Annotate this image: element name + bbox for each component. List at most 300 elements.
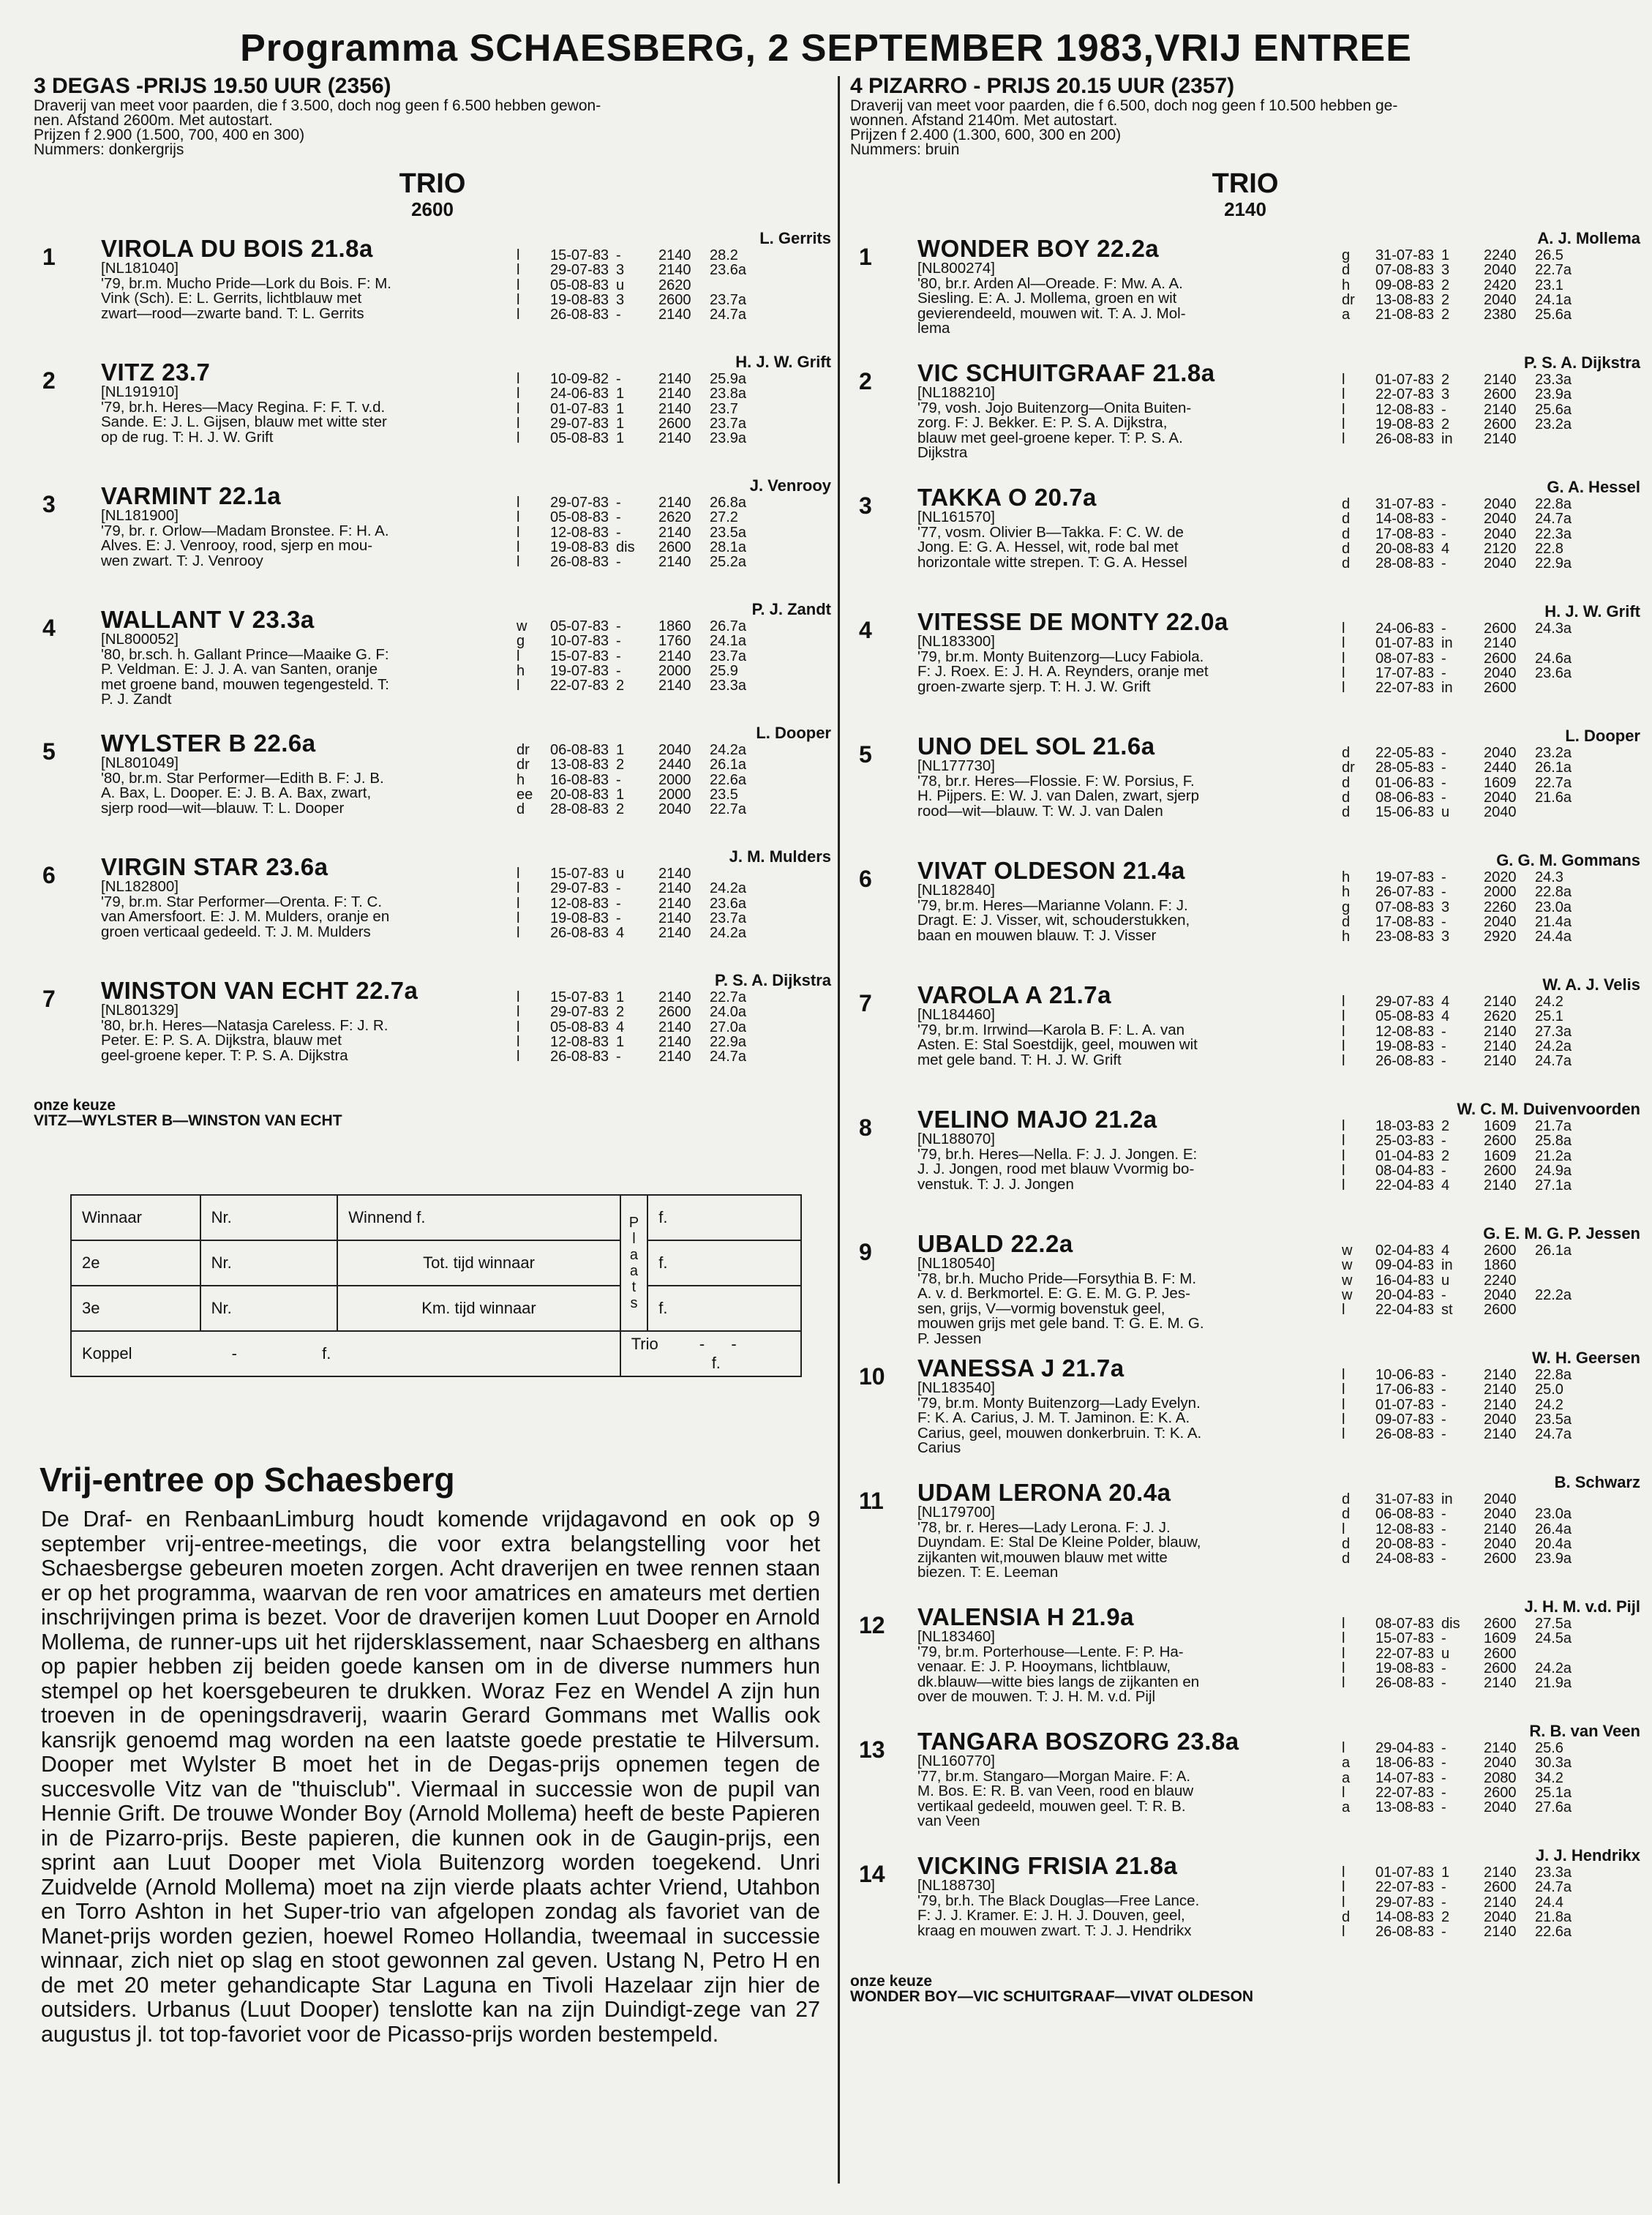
result-cell: 2040 <box>1484 1286 1517 1303</box>
horse-info-line: Duyndam. E: Stal De Kleine Polder, blauw, <box>917 1534 1201 1551</box>
race-distance: 2600 <box>411 198 454 220</box>
horse-info-line: biezen. T: E. Leeman <box>917 1564 1059 1581</box>
result-row <box>1342 1910 1640 1924</box>
result-cell: 22-07-83 <box>1375 1784 1435 1801</box>
horse-name: WONDER BOY 22.2a <box>917 235 1160 262</box>
result-cell: 10-07-83 <box>550 633 609 650</box>
horse-name: VARMINT 22.1a <box>101 482 282 509</box>
result-row <box>517 372 831 386</box>
result-cell: 06-08-83 <box>1375 1506 1435 1523</box>
horse-info <box>917 386 1364 461</box>
result-cell: 2620 <box>658 277 691 293</box>
race-description-line: nen. Afstand 2600m. Met autostart. <box>34 112 273 129</box>
horse-info-line: '79, br.m. Monty Buitenzorg—Lady Evelyn. <box>917 1394 1201 1412</box>
horse-info-line: met gele band. T: H. J. W. Grift <box>917 1051 1122 1068</box>
form-nr-3: Nr. <box>200 1286 338 1331</box>
result-cell: 01-07-83 <box>1375 372 1435 388</box>
result-cell: 19-08-83 <box>1375 416 1435 432</box>
result-cell: 2040 <box>1484 511 1517 528</box>
result-cell: l <box>517 678 520 694</box>
result-cell: h <box>1342 884 1351 901</box>
result-row <box>517 678 831 693</box>
horse-driver: L. Gerrits <box>759 229 831 247</box>
result-cell: l <box>1342 650 1345 667</box>
result-cell: d <box>1342 1506 1351 1523</box>
result-cell: 23.3a <box>1535 1864 1572 1881</box>
result-cell: 2420 <box>1484 277 1517 293</box>
result-cell: 05-08-83 <box>550 1019 609 1035</box>
horse-driver: J. Venrooy <box>749 476 831 495</box>
result-row <box>1342 1368 1640 1382</box>
result-cell: 24.7a <box>710 1049 747 1065</box>
horse-driver: G. A. Hessel <box>1547 478 1640 496</box>
result-cell: l <box>1342 1302 1345 1319</box>
result-cell: - <box>1441 1660 1446 1676</box>
result-cell: w <box>1342 1257 1353 1274</box>
result-cell: 05-08-83 <box>550 430 609 447</box>
result-cell: 26-08-83 <box>1375 1675 1435 1692</box>
result-row <box>1342 1054 1640 1068</box>
our-choice <box>34 1098 831 1128</box>
result-row <box>1342 1243 1640 1258</box>
result-cell: 23.9a <box>1535 1551 1572 1567</box>
horse-info-line: '80, br.sch. h. Gallant Prince—Maaike G. F: <box>101 645 389 663</box>
result-row <box>517 990 831 1005</box>
horse-info <box>917 1256 1364 1346</box>
article-body: De Draf- en RenbaanLimburg houdt komende vrijdagavond en ook op 9 september vrij-entree-meetings, die voor extra belangstelling voor het Schaesbergse gebeuren moeten zorgen. Acht draverijen en twee rennen staan er op het programma, waarvan de ren voor amatrices en amateurs met dertien inschrijvingen prima is bezet. Voor de draverijen komen Luut Dooper en Arnold Mollema, de runner-ups uit het rijdersklassement, naar Schaesberg en althans op papier hebben zij beiden goede kansen om in de diverse nummers hun stempel op het koersgebeuren te drukken. Woraz Fez en Wendel A zijn hun troeven in de openingsdraverij, waarin Gerard Gommans met Wallis ook kansrijk genoemd mag worden na een laatste goede prestatie te Hilversum. Dooper met Wylster B moet het in de Degas-prijs opnemen tegen de succesvolle Vitz van de "thuisclub". Viermaal in successie won de pupil van Hennie Grift. De trouwe Wonder Boy (Arnold Mollema) heeft de beste Papieren in de Pizarro-prijs. Beste papieren, die kunnen ook in de Gaugin-prijs, een sprint aan Luut Dooper met Viola Buitenzorg worden toegekend. Unri Zuidvelde (Arnold Mollema) moet na zijn vierde plaats achter Vriend, Utahbon en Torro Ashton in het Super-trio van afgelopen zondag als favoriet van de Manet-prijs worden gezien, hoewel Romeo Hollandia, tweemaal in successie winnaar, zich niet op slag en stoot gewonnen zal geven. Ustang N, Petro H en de met 20 meter gehandicapte Star Laguna en Tivoli Hazelaar zijn hier de outsiders. Urbanus (Luut Dooper) tenslotte kan na zijn Duindigt-zege van 27 augustus jl. tot top-favoriet voor de Picasso-prijs worden bestempeld. <box>41 1507 820 2047</box>
result-cell: a <box>1342 1799 1351 1816</box>
result-cell: 2040 <box>1484 555 1517 572</box>
result-cell: l <box>1342 1382 1345 1398</box>
horse-entry <box>850 228 1640 352</box>
result-cell: 22-07-83 <box>1375 1879 1435 1896</box>
result-cell: l <box>1342 1879 1345 1896</box>
result-cell: - <box>1441 884 1446 901</box>
horse-entry <box>850 1098 1640 1223</box>
result-cell: 2140 <box>658 648 691 664</box>
result-cell: 2040 <box>1484 1755 1517 1772</box>
result-cell: 25.2a <box>710 554 747 571</box>
result-row <box>1342 1676 1640 1690</box>
result-cell: 27.3a <box>1535 1023 1572 1040</box>
result-cell: 2140 <box>1484 401 1517 418</box>
result-cell: 2040 <box>1484 291 1517 308</box>
result-cell: 1 <box>616 415 625 432</box>
horse-info-line: J. J. Jongen, rood met blauw Vvormig bo- <box>917 1161 1195 1177</box>
result-cell: 2240 <box>1484 1272 1517 1289</box>
result-cell: l <box>517 430 520 447</box>
form-3e-label: 3e <box>71 1286 200 1331</box>
result-row <box>517 881 831 896</box>
result-cell: - <box>1441 664 1446 681</box>
horse-info-line: [NL800052] <box>101 631 179 648</box>
form-winnend-label: Winnend f. <box>337 1195 620 1240</box>
result-cell: 1 <box>616 430 625 447</box>
result-cell: - <box>1441 1784 1446 1801</box>
result-row <box>1342 1119 1640 1133</box>
result-cell: 25.9 <box>710 662 738 679</box>
result-cell: 23.7a <box>710 910 747 926</box>
horse-driver: W. C. M. Duivenvoorden <box>1457 1100 1640 1118</box>
result-cell: 4 <box>1441 1008 1450 1025</box>
result-cell: 1 <box>616 400 625 417</box>
result-cell: 1 <box>616 386 625 402</box>
form-2e-label: 2e <box>71 1240 200 1286</box>
result-cell: l <box>517 307 520 323</box>
result-row <box>517 416 831 431</box>
result-cell: u <box>1441 804 1450 821</box>
horse-info-line: met groene band, mouwen tegengesteld. T: <box>101 675 389 693</box>
horse-number: 9 <box>859 1239 872 1265</box>
result-row <box>1342 293 1640 307</box>
horse-name: VIRGIN STAR 23.6a <box>101 853 328 880</box>
result-cell: 20-08-83 <box>1375 1535 1435 1552</box>
result-cell: l <box>1342 1147 1345 1164</box>
result-cell: l <box>1342 431 1345 448</box>
result-row <box>517 525 831 540</box>
result-row <box>1342 556 1640 571</box>
result-cell: - <box>1441 1426 1446 1443</box>
result-cell: 21.6a <box>1535 789 1572 806</box>
result-row <box>1342 776 1640 790</box>
horse-info-line: zijkanten wit,mouwen blauw met witte <box>917 1548 1168 1566</box>
result-cell: 01-07-83 <box>1375 1864 1435 1881</box>
result-cell: 12-08-83 <box>550 895 609 912</box>
result-cell: g <box>517 633 525 650</box>
result-cell: 17-07-83 <box>1375 664 1435 681</box>
result-cell: 4 <box>616 1019 625 1035</box>
result-cell: - <box>1441 621 1446 637</box>
our-choice <box>850 1974 1640 2004</box>
result-cell: - <box>1441 1630 1446 1647</box>
result-cell: 29-07-83 <box>550 1004 609 1021</box>
result-cell: 22-05-83 <box>1375 745 1435 761</box>
result-cell: 2 <box>1441 307 1450 323</box>
result-cell: 22-07-83 <box>550 678 609 694</box>
horse-name: VAROLA A 21.7a <box>917 981 1111 1008</box>
horse-info <box>917 1132 1364 1192</box>
result-cell: l <box>517 415 520 432</box>
result-row <box>517 911 831 926</box>
horse-driver: W. H. Geersen <box>1532 1349 1640 1367</box>
result-cell: 2140 <box>1484 994 1517 1010</box>
result-cell: l <box>517 554 520 571</box>
result-cell: u <box>1441 1645 1450 1662</box>
result-cell: l <box>517 895 520 912</box>
result-cell: a <box>1342 1755 1351 1772</box>
horse-info-line: [NL161570] <box>917 509 996 525</box>
result-cell: - <box>616 554 621 571</box>
result-row <box>1342 1537 1640 1551</box>
result-row <box>1342 636 1640 651</box>
result-cell: 2600 <box>658 1004 691 1021</box>
recent-results <box>517 990 831 1064</box>
result-cell: 2600 <box>1484 1616 1517 1632</box>
horse-info-line: baan en mouwen blauw. T: J. Visser <box>917 926 1157 944</box>
result-cell: d <box>1342 525 1351 542</box>
result-cell <box>1535 1492 1579 1507</box>
result-cell: d <box>1342 789 1351 806</box>
recent-results <box>1342 746 1640 820</box>
horse-info-line: blauw met geel-groene keper. T: P. S. A. <box>917 429 1183 446</box>
result-cell: l <box>517 880 520 897</box>
result-cell: 21.9a <box>1535 1675 1572 1692</box>
horse-driver: G. E. M. G. P. Jessen <box>1483 1224 1640 1243</box>
result-cell: l <box>517 989 520 1005</box>
result-cell: 23.5 <box>710 786 738 803</box>
horse-info-line: [NL183300] <box>917 633 996 650</box>
result-cell: 2140 <box>658 866 691 882</box>
result-cell: 2140 <box>658 262 691 279</box>
horse-info-line: '77, br.m. Stangaro—Morgan Maire. F: A. <box>917 1767 1191 1785</box>
horse-name: VIC SCHUITGRAAF 21.8a <box>917 359 1215 386</box>
result-cell: 28.2 <box>710 247 738 263</box>
result-cell: - <box>1441 1367 1446 1383</box>
result-cell: 2600 <box>658 539 691 555</box>
result-cell: 23.8a <box>710 386 747 402</box>
horse-name: UNO DEL SOL 21.6a <box>917 732 1155 760</box>
result-cell: - <box>616 1049 621 1065</box>
result-cell: l <box>517 539 520 555</box>
result-cell: 23.5a <box>1535 1411 1572 1428</box>
result-cell: 23.3a <box>1535 372 1572 388</box>
result-cell: 2140 <box>1484 1894 1517 1911</box>
result-cell: 2000 <box>658 786 691 803</box>
result-cell: l <box>1342 1038 1345 1054</box>
result-row <box>1342 1009 1640 1024</box>
result-cell: 23.3a <box>710 678 747 694</box>
horse-driver: R. B. van Veen <box>1529 1722 1640 1740</box>
result-cell: l <box>1342 1894 1345 1911</box>
result-cell: 15-07-83 <box>550 989 609 1005</box>
result-row <box>1342 1149 1640 1163</box>
result-cell: 29-04-83 <box>1375 1740 1435 1756</box>
result-cell: 24.3a <box>1535 621 1572 637</box>
horse-info-line: Siesling. E: A. J. Mollema, groen en wit <box>917 290 1177 307</box>
result-cell: - <box>1441 745 1446 761</box>
recent-results <box>1342 497 1640 571</box>
result-cell: 27.6a <box>1535 1799 1572 1816</box>
result-cell: l <box>517 1019 520 1035</box>
result-cell: 24.2a <box>710 742 747 758</box>
result-cell: 29-07-83 <box>550 880 609 897</box>
result-cell: 26-08-83 <box>550 925 609 942</box>
result-cell: 25.6a <box>1535 401 1572 418</box>
result-cell: l <box>1342 1396 1345 1413</box>
result-cell: l <box>517 495 520 511</box>
result-cell: 15-07-83 <box>550 247 609 263</box>
result-cell: 27.0a <box>710 1019 747 1035</box>
result-row <box>1342 417 1640 432</box>
result-cell: d <box>1342 540 1351 557</box>
horse-info-line: '78, br.r. Heres—Flossie. F: W. Porsius, F. <box>917 772 1195 790</box>
result-cell: 24.7a <box>1535 1053 1572 1070</box>
result-cell: 2140 <box>658 1019 691 1035</box>
result-row <box>517 649 831 664</box>
horse-driver: P. J. Zandt <box>751 600 831 618</box>
result-cell: h <box>1342 277 1351 293</box>
horse-info-line: Sande. E: J. L. Gijsen, blauw met witte ster <box>101 413 387 430</box>
result-cell: 19-08-83 <box>550 910 609 926</box>
result-cell: 2140 <box>658 925 691 942</box>
result-cell: 22.7a <box>710 989 747 1005</box>
result-cell: 1 <box>616 1033 625 1050</box>
horse-driver: P. S. A. Dijkstra <box>715 971 831 989</box>
result-cell: 29-07-83 <box>550 415 609 432</box>
result-cell: 2040 <box>1484 496 1517 512</box>
horse-number: 1 <box>859 244 872 270</box>
result-cell: l <box>1342 372 1345 388</box>
recent-results <box>1342 1865 1640 1939</box>
result-cell: 20-08-83 <box>550 786 609 803</box>
race-description <box>34 99 831 157</box>
result-cell: 20-08-83 <box>1375 540 1435 557</box>
result-cell: 17-08-83 <box>1375 525 1435 542</box>
result-cell: 26-08-83 <box>1375 1426 1435 1443</box>
result-cell: l <box>1342 416 1345 432</box>
result-cell: 07-08-83 <box>1375 899 1435 915</box>
result-row <box>1342 900 1640 915</box>
result-cell: 05-08-83 <box>1375 1008 1435 1025</box>
result-cell: - <box>616 247 621 263</box>
result-cell: 4 <box>1441 1243 1450 1259</box>
result-cell: l <box>517 524 520 541</box>
result-cell: 29-07-83 <box>1375 1894 1435 1911</box>
result-cell: 23.7a <box>710 648 747 664</box>
our-choice-value: VITZ—WYLSTER B—WINSTON VAN ECHT <box>34 1112 342 1129</box>
horse-name: VIROLA DU BOIS 21.8a <box>101 235 373 262</box>
recent-results <box>517 743 831 817</box>
result-cell: 2600 <box>1484 1551 1517 1567</box>
result-cell: 22-04-83 <box>1375 1177 1435 1194</box>
result-cell: 2140 <box>658 400 691 417</box>
horse-info-line: wen zwart. T: J. Venrooy <box>101 552 263 569</box>
race-description-line: Nummers: donkergrijs <box>34 141 184 158</box>
result-row <box>1342 790 1640 805</box>
horse-info-line: over de mouwen. T: J. H. M. v.d. Pijl <box>917 1688 1156 1705</box>
result-cell: d <box>1342 745 1351 761</box>
recent-results <box>1342 621 1640 695</box>
result-cell: 12-08-83 <box>1375 1521 1435 1537</box>
result-cell: 19-07-83 <box>1375 869 1435 885</box>
result-cell: d <box>1342 1908 1351 1925</box>
result-cell: 22.2a <box>1535 1286 1572 1303</box>
result-row <box>517 866 831 881</box>
result-cell: 2040 <box>1484 804 1517 821</box>
result-cell: 20.4a <box>1535 1535 1572 1552</box>
result-row <box>1342 1039 1640 1054</box>
page-title: Programma SCHAESBERG, 2 SEPTEMBER 1983,VRIJ ENTREE <box>240 27 1412 70</box>
horse-info <box>917 510 1364 570</box>
result-row <box>1342 432 1640 446</box>
result-cell: 2140 <box>1484 1675 1517 1692</box>
result-cell: - <box>1441 1675 1446 1692</box>
result-cell: d <box>1342 555 1351 572</box>
horse-info <box>101 1003 540 1063</box>
horse-number: 2 <box>42 367 56 394</box>
horse-info-line: Carius <box>917 1439 961 1456</box>
result-cell: 1 <box>616 742 625 758</box>
result-cell: l <box>517 1004 520 1021</box>
recent-results <box>1342 1243 1640 1317</box>
result-cell: - <box>1441 401 1446 418</box>
form-km-tijd-label: Km. tijd winnaar <box>337 1286 620 1331</box>
result-cell: 2600 <box>1484 386 1517 403</box>
result-cell: 23-08-83 <box>1375 929 1435 945</box>
result-cell <box>1535 1258 1579 1273</box>
horse-name: TAKKA O 20.7a <box>917 484 1097 511</box>
horse-info-line: P. J. Zandt <box>101 691 172 708</box>
result-cell: dr <box>517 757 530 773</box>
result-cell: 09-08-83 <box>1375 277 1435 293</box>
horse-info-line: '79, br.m. Heres—Marianne Volann. F: J. <box>917 896 1188 914</box>
horse-info <box>917 1630 1364 1705</box>
result-row <box>517 431 831 446</box>
result-cell: - <box>616 662 621 679</box>
result-cell: st <box>1441 1302 1453 1319</box>
result-cell: - <box>1441 1740 1446 1756</box>
result-cell: - <box>1441 650 1446 667</box>
result-cell: 2080 <box>1484 1769 1517 1786</box>
result-cell: 12-08-83 <box>1375 401 1435 418</box>
result-row <box>517 619 831 634</box>
horse-number: 11 <box>859 1488 884 1514</box>
horse-info-line: zorg. F: J. Bekker. E: P. S. A. Dijkstra, <box>917 414 1168 431</box>
result-cell: 2140 <box>658 386 691 402</box>
result-cell: 24.9a <box>1535 1162 1572 1179</box>
horse-number: 3 <box>42 491 56 517</box>
result-cell: 18-06-83 <box>1375 1755 1435 1772</box>
horse-info-line: groen verticaal gedeeld. T: J. M. Mulders <box>101 923 371 940</box>
result-cell: in <box>1441 1257 1453 1274</box>
horse-entry <box>34 722 831 846</box>
result-cell: 22.8a <box>1535 884 1572 901</box>
result-cell: l <box>1342 1675 1345 1692</box>
recent-results <box>1342 248 1640 322</box>
horse-name: UBALD 22.2a <box>917 1230 1073 1257</box>
result-cell: l <box>517 291 520 308</box>
horse-number: 8 <box>859 1114 872 1141</box>
horse-info <box>101 880 540 940</box>
horse-driver: L. Dooper <box>1565 727 1640 745</box>
horse-info-line: [NL188730] <box>917 1877 996 1894</box>
result-cell: 2140 <box>658 495 691 511</box>
result-cell: - <box>1441 760 1446 776</box>
horse-info-line: kraag en mouwen zwart. T: J. J. Hendrikx <box>917 1922 1192 1939</box>
horse-info <box>917 634 1364 694</box>
horse-entry <box>850 974 1640 1098</box>
result-cell: 19-08-83 <box>1375 1660 1435 1676</box>
result-row <box>1342 1507 1640 1521</box>
result-cell: 23.5a <box>710 524 747 541</box>
result-cell: 2040 <box>1484 664 1517 681</box>
result-cell: 2140 <box>1484 1038 1517 1054</box>
horse-info-line: dk.blauw—witte bies langs de zijkanten en <box>917 1673 1200 1690</box>
result-cell: 07-08-83 <box>1375 262 1435 279</box>
result-row <box>517 263 831 277</box>
horse-number: 5 <box>42 738 56 765</box>
result-cell: 24.4 <box>1535 1894 1563 1911</box>
horse-info-line: [NL160770] <box>917 1753 996 1769</box>
result-cell: d <box>1342 774 1351 791</box>
form-nr-label: Nr. <box>200 1195 338 1240</box>
result-cell: ee <box>517 786 533 803</box>
result-cell: - <box>616 880 621 897</box>
result-cell: 13-08-83 <box>1375 291 1435 308</box>
horse-info-line: sen, grijs, V—vormig bovenstuk geel, <box>917 1300 1165 1317</box>
result-cell: 01-07-83 <box>550 400 609 417</box>
horse-info <box>101 261 540 321</box>
